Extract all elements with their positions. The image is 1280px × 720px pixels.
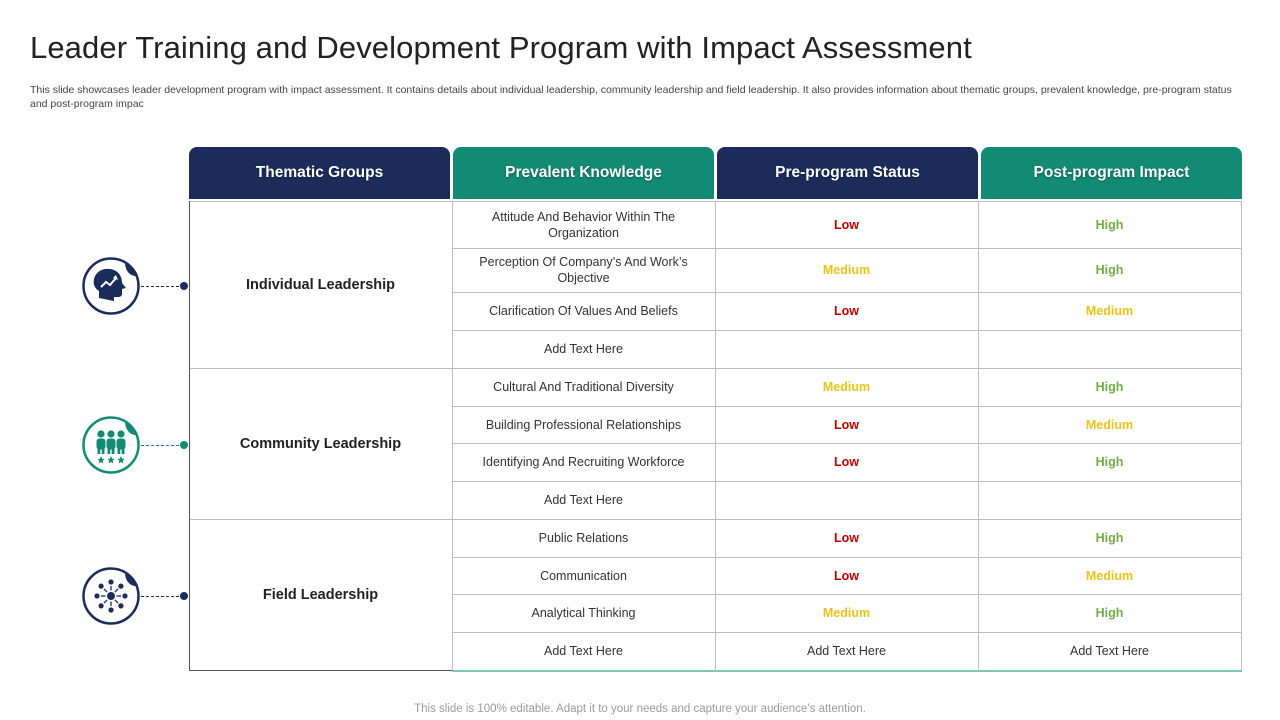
group-name-cell: Community Leadership — [239, 435, 402, 452]
pre-status-cell: Medium — [822, 380, 871, 394]
post-impact-cell: Medium — [1085, 304, 1134, 318]
pre-status-cell: Low — [834, 531, 859, 545]
pre-status-cell: Add Text Here — [807, 644, 886, 658]
post-impact-cell: High — [1095, 217, 1124, 232]
post-impact-cell — [978, 330, 1241, 368]
pre-status-cell: Low — [834, 304, 859, 318]
pre-status-cell — [715, 330, 978, 368]
post-impact-cell: Add Text Here — [1070, 644, 1149, 658]
connector-line — [141, 445, 184, 446]
knowledge-cell: Communication — [540, 568, 627, 583]
table-bottom-accent — [452, 670, 1242, 672]
table-left-border — [189, 201, 190, 671]
pre-status-cell — [715, 481, 978, 519]
post-impact-cell: High — [1095, 263, 1124, 277]
knowledge-cell: Public Relations — [538, 531, 629, 545]
pre-status-cell: Medium — [822, 606, 871, 620]
post-impact-cell — [978, 481, 1241, 519]
group-name-cell: Individual Leadership — [245, 276, 396, 293]
page-title: Leader Training and Development Program with Impact Assessment — [30, 30, 972, 65]
connector-line — [141, 286, 184, 287]
knowledge-cell: Attitude And Behavior Within The Organization — [491, 209, 676, 240]
connector-dot — [180, 441, 188, 449]
slide-description: This slide showcases leader development program with impact assessment. It contains details about individual leadership, community leadership and field leadership. It also provides information about thematic groups, prevalent knowledge, pre-program status and post-program impac — [30, 84, 1232, 110]
knowledge-cell: Clarification Of Values And Beliefs — [489, 304, 678, 318]
pre-status-cell: Low — [834, 455, 859, 469]
post-impact-cell: High — [1095, 606, 1124, 620]
header-prevalent-knowledge: Prevalent Knowledge — [453, 147, 714, 199]
post-impact-cell: Medium — [1085, 417, 1134, 432]
knowledge-cell: Add Text Here — [544, 493, 623, 507]
knowledge-cell: Building Professional Relationships — [485, 417, 682, 432]
post-impact-cell: High — [1095, 531, 1124, 545]
header-thematic-groups: Thematic Groups — [189, 147, 450, 199]
pre-status-cell: Low — [834, 217, 859, 232]
pre-status-cell: Low — [834, 417, 859, 432]
table-right-border — [1241, 201, 1242, 671]
header-post-program-impact: Post-program Impact — [981, 147, 1242, 199]
knowledge-cell: Cultural And Traditional Diversity — [493, 380, 674, 394]
column-divider — [978, 201, 979, 671]
post-impact-cell: High — [1095, 380, 1124, 394]
group-name-cell: Field Leadership — [262, 586, 379, 603]
knowledge-cell: Add Text Here — [544, 342, 623, 356]
connector-line — [141, 596, 184, 597]
post-impact-cell: Medium — [1085, 568, 1134, 583]
header-pre-program-status: Pre-program Status — [717, 147, 978, 199]
pre-status-cell: Medium — [822, 263, 871, 277]
team-group-icon — [81, 415, 141, 475]
knowledge-cell: Add Text Here — [544, 644, 623, 658]
knowledge-cell: Identifying And Recruiting Workforce — [482, 455, 685, 469]
head-growth-icon — [81, 256, 141, 316]
table-bottom-rule — [189, 670, 452, 671]
column-divider — [452, 201, 453, 671]
knowledge-cell: Analytical Thinking — [531, 606, 636, 620]
knowledge-cell: Perception Of Company’s And Work’s Objective — [479, 255, 688, 285]
column-divider — [715, 201, 716, 671]
footer-note: This slide is 100% editable. Adapt it to your needs and capture your audience’s attention. — [414, 703, 866, 715]
connector-dot — [180, 592, 188, 600]
post-impact-cell: High — [1095, 455, 1124, 469]
pre-status-cell: Low — [834, 568, 859, 583]
connector-dot — [180, 282, 188, 290]
network-people-icon — [81, 566, 141, 626]
